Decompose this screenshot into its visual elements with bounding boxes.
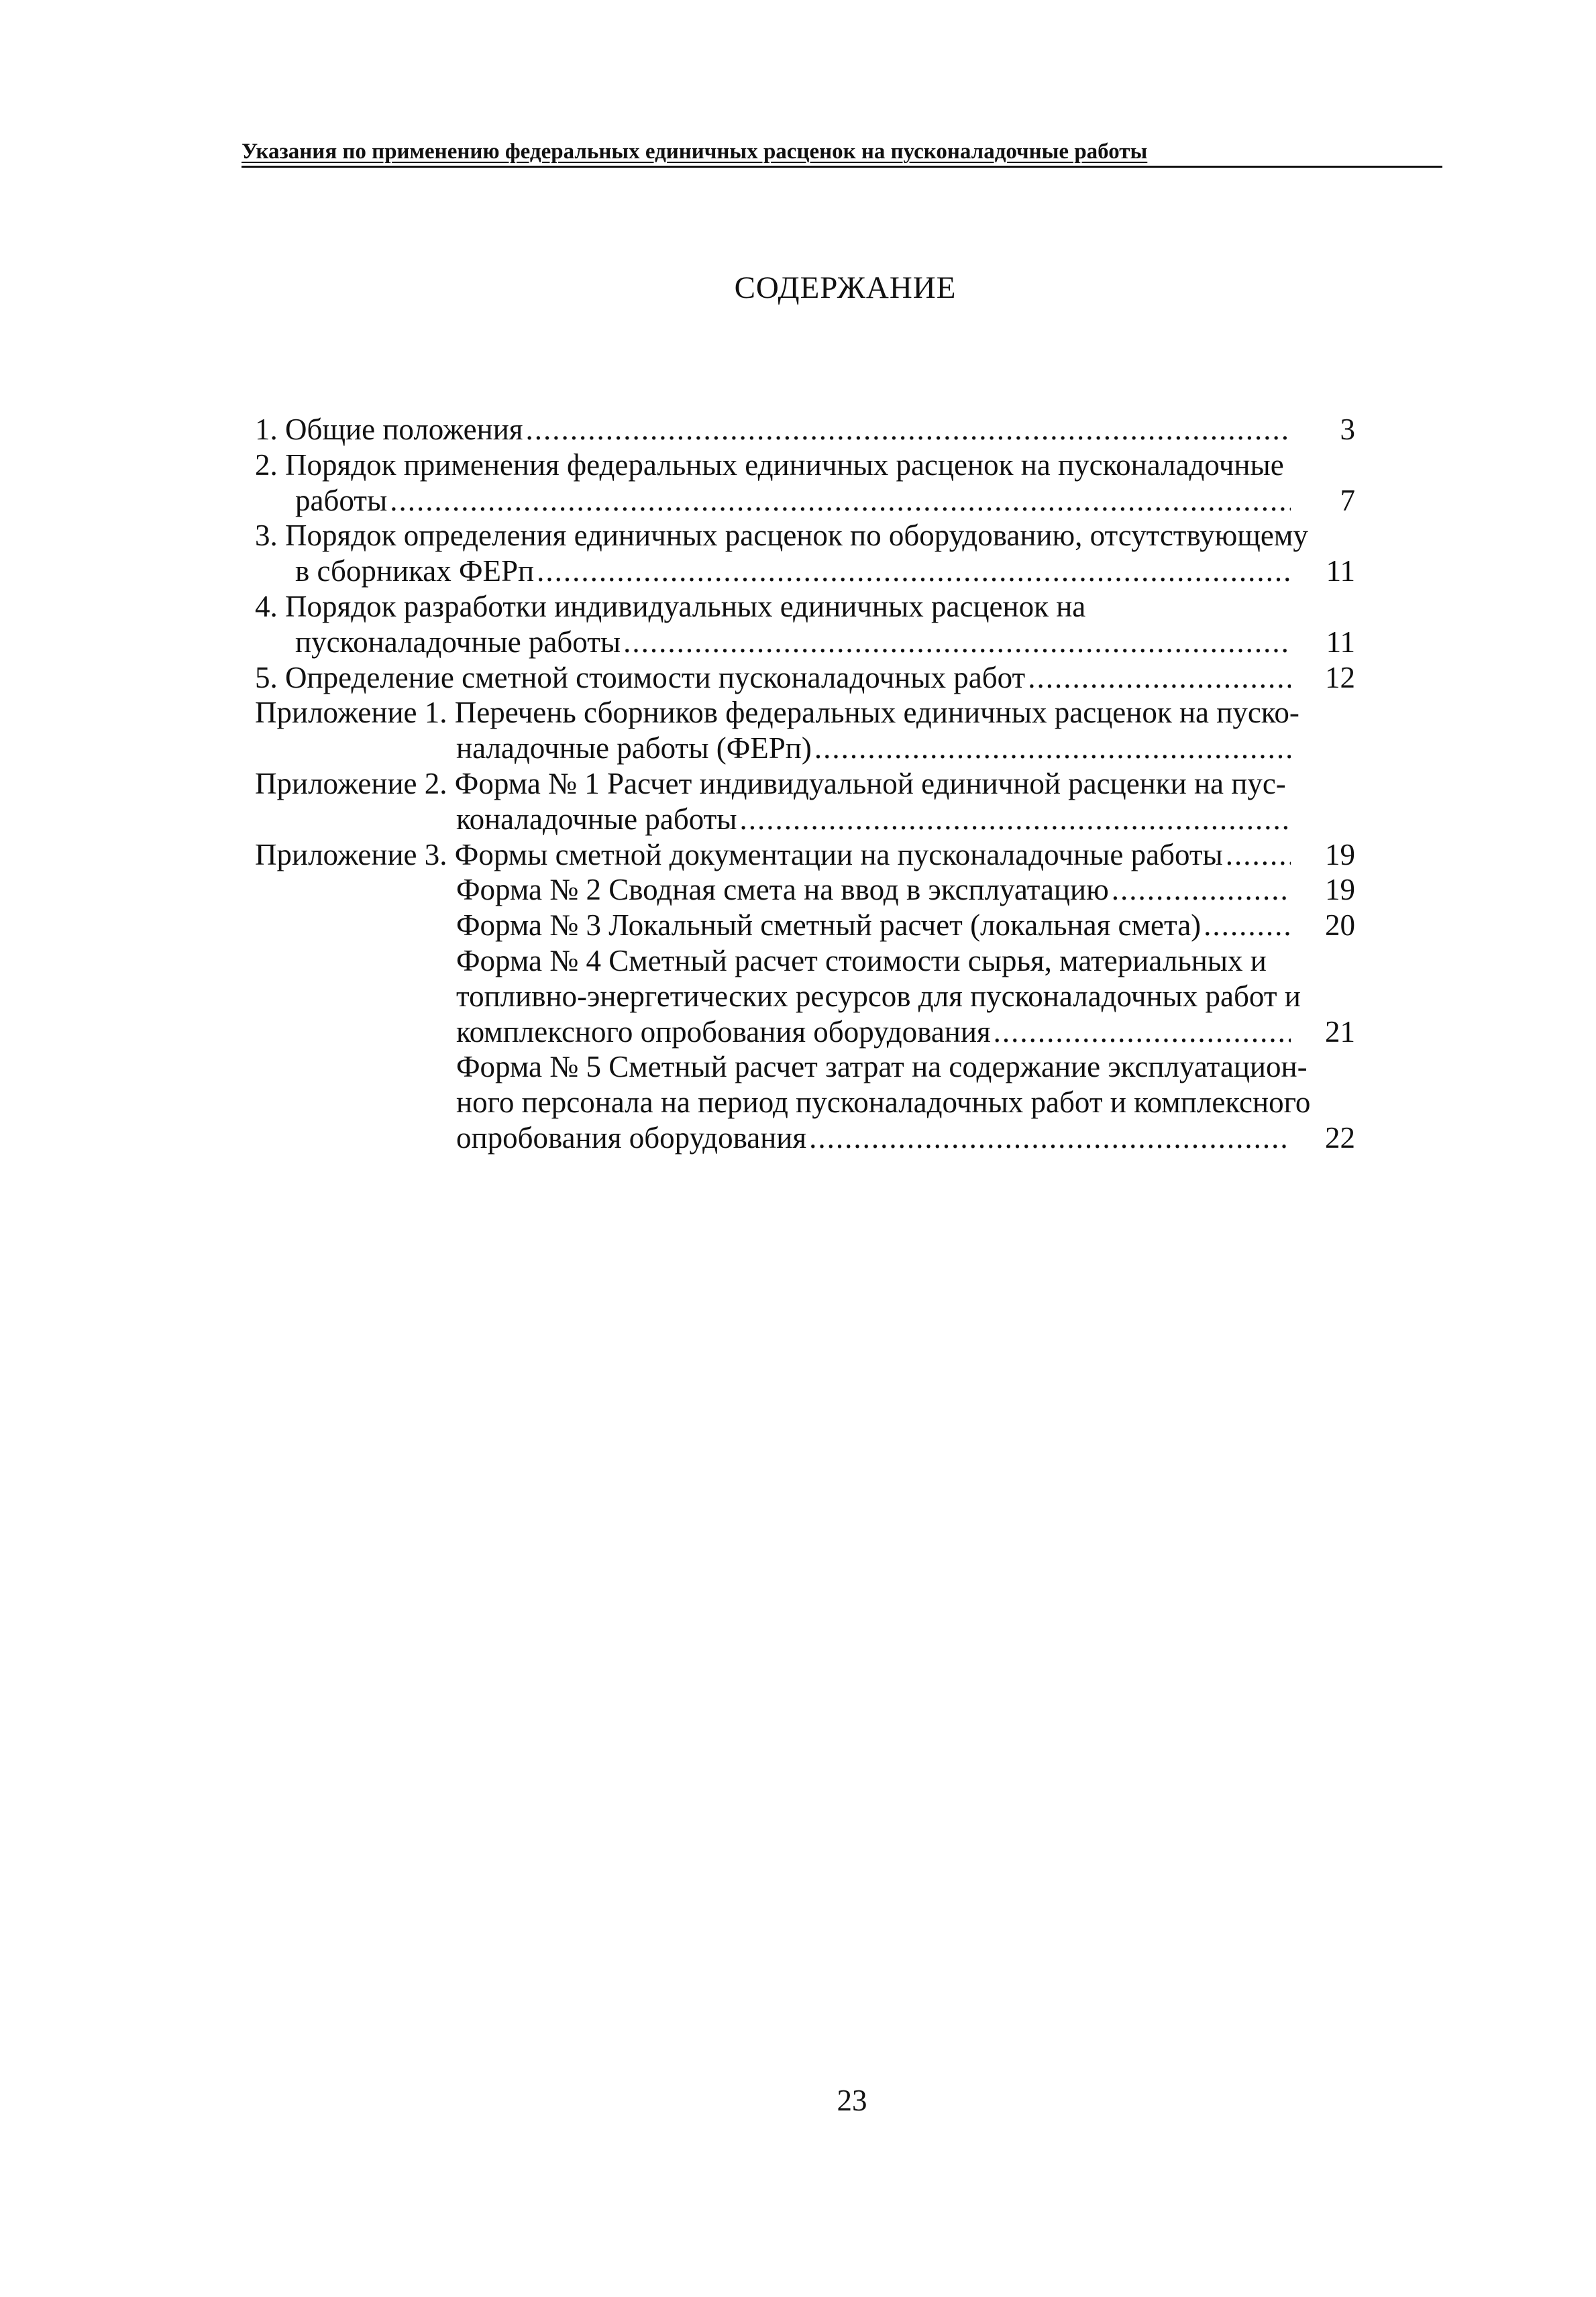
toc-page-number: 21 xyxy=(1325,1014,1355,1049)
dot-leader xyxy=(809,1120,1291,1156)
toc-page-number: 7 xyxy=(1340,483,1355,517)
table-of-contents xyxy=(255,412,1355,1156)
toc-page-number: 20 xyxy=(1325,908,1355,943)
toc-entry-text: Форма № 2 Сводная смета на ввод в эксплуатацию xyxy=(456,873,1109,907)
toc-entry-appendix-3[interactable] xyxy=(255,837,1355,873)
toc-entry-text-continued: опробования оборудования xyxy=(456,1120,807,1155)
toc-entry-appendix-2[interactable] xyxy=(255,766,1355,837)
toc-entry-application-procedure[interactable] xyxy=(255,447,1355,519)
toc-entry-general-provisions[interactable] xyxy=(255,412,1355,447)
toc-entry-text: Форма № 3 Локальный сметный расчет (локальная смета) xyxy=(456,908,1202,943)
toc-entry-text-continued: в сборниках ФЕРп xyxy=(295,554,535,588)
page-number: 23 xyxy=(837,2084,867,2117)
dot-leader xyxy=(1204,908,1291,943)
toc-entry-form-5[interactable] xyxy=(255,1049,1355,1155)
toc-entry-text: 5. Определение сметной стоимости пусконаладочных работ xyxy=(255,660,1026,694)
toc-entry-text: Приложение 1. Перечень сборников федеральных единичных расценок на пуско- xyxy=(255,696,1299,730)
toc-entry-text-continued: пусконаладочные работы xyxy=(295,625,621,659)
toc-page-number: 3 xyxy=(1340,413,1355,446)
toc-page-number: 11 xyxy=(1326,625,1355,659)
toc-page-number: 19 xyxy=(1325,873,1355,907)
toc-page-number: 11 xyxy=(1326,554,1355,588)
toc-entry-appendix-1[interactable] xyxy=(255,695,1355,766)
toc-entry-text: Форма № 5 Сметный расчет затрат на содержание эксплуатацион- xyxy=(456,1050,1308,1084)
toc-entry-missing-equipment[interactable] xyxy=(255,518,1355,589)
toc-entry-text: Форма № 4 Сметный расчет стоимости сырья, материальных и xyxy=(456,943,1267,977)
toc-entry-text: 4. Порядок разработки индивидуальных единичных расценок на xyxy=(255,589,1086,623)
toc-entry-form-3[interactable] xyxy=(255,908,1355,943)
toc-entry-text-continued: коналадочные работы xyxy=(456,802,737,836)
toc-entry-text: 2. Порядок применения федеральных единичных расценок на пусконаладочные xyxy=(255,447,1284,482)
dot-leader xyxy=(537,553,1291,589)
toc-entry-form-2[interactable] xyxy=(255,872,1355,908)
dot-leader xyxy=(526,412,1291,447)
toc-entry-form-4[interactable] xyxy=(255,943,1355,1049)
toc-entry-text: 3. Порядок определения единичных расценок по оборудованию, отсутствующему xyxy=(255,519,1308,553)
dot-leader xyxy=(994,1014,1291,1050)
toc-entry-text: 1. Общие положения xyxy=(255,413,523,446)
dot-leader xyxy=(1028,660,1291,696)
dot-leader xyxy=(814,731,1291,766)
dot-leader xyxy=(740,802,1291,837)
toc-entry-text-continued: работы xyxy=(295,483,388,517)
toc-entry-individual-rates[interactable] xyxy=(255,589,1355,660)
toc-entry-text-continued: топливно-энергетических ресурсов для пусконаладочных работ и xyxy=(456,979,1301,1013)
dot-leader xyxy=(623,625,1291,660)
toc-entry-text-continued: ного персонала на период пусконаладочных работ и комплексного xyxy=(456,1085,1311,1120)
toc-entry-text: Приложение 3. Формы сметной документации на пусконаладочные работы xyxy=(255,837,1223,871)
toc-page-number: 19 xyxy=(1325,837,1355,871)
toc-page-number: 22 xyxy=(1325,1120,1355,1155)
toc-title: СОДЕРЖАНИЕ xyxy=(734,270,957,305)
toc-entry-text-continued: комплексного опробования оборудования xyxy=(456,1014,991,1049)
dot-leader xyxy=(1226,837,1291,873)
toc-entry-text-continued: наладочные работы (ФЕРп) xyxy=(456,731,812,765)
dot-leader xyxy=(1112,872,1291,908)
toc-entry-text: Приложение 2. Форма № 1 Расчет индивидуальной единичной расценки на пус- xyxy=(255,766,1286,800)
running-header: Указания по применению федеральных единичных расценок на пусконаладочные работы xyxy=(242,140,1442,168)
toc-page-number: 12 xyxy=(1325,660,1355,694)
dot-leader xyxy=(390,483,1291,519)
toc-entry-estimated-cost[interactable] xyxy=(255,660,1355,696)
